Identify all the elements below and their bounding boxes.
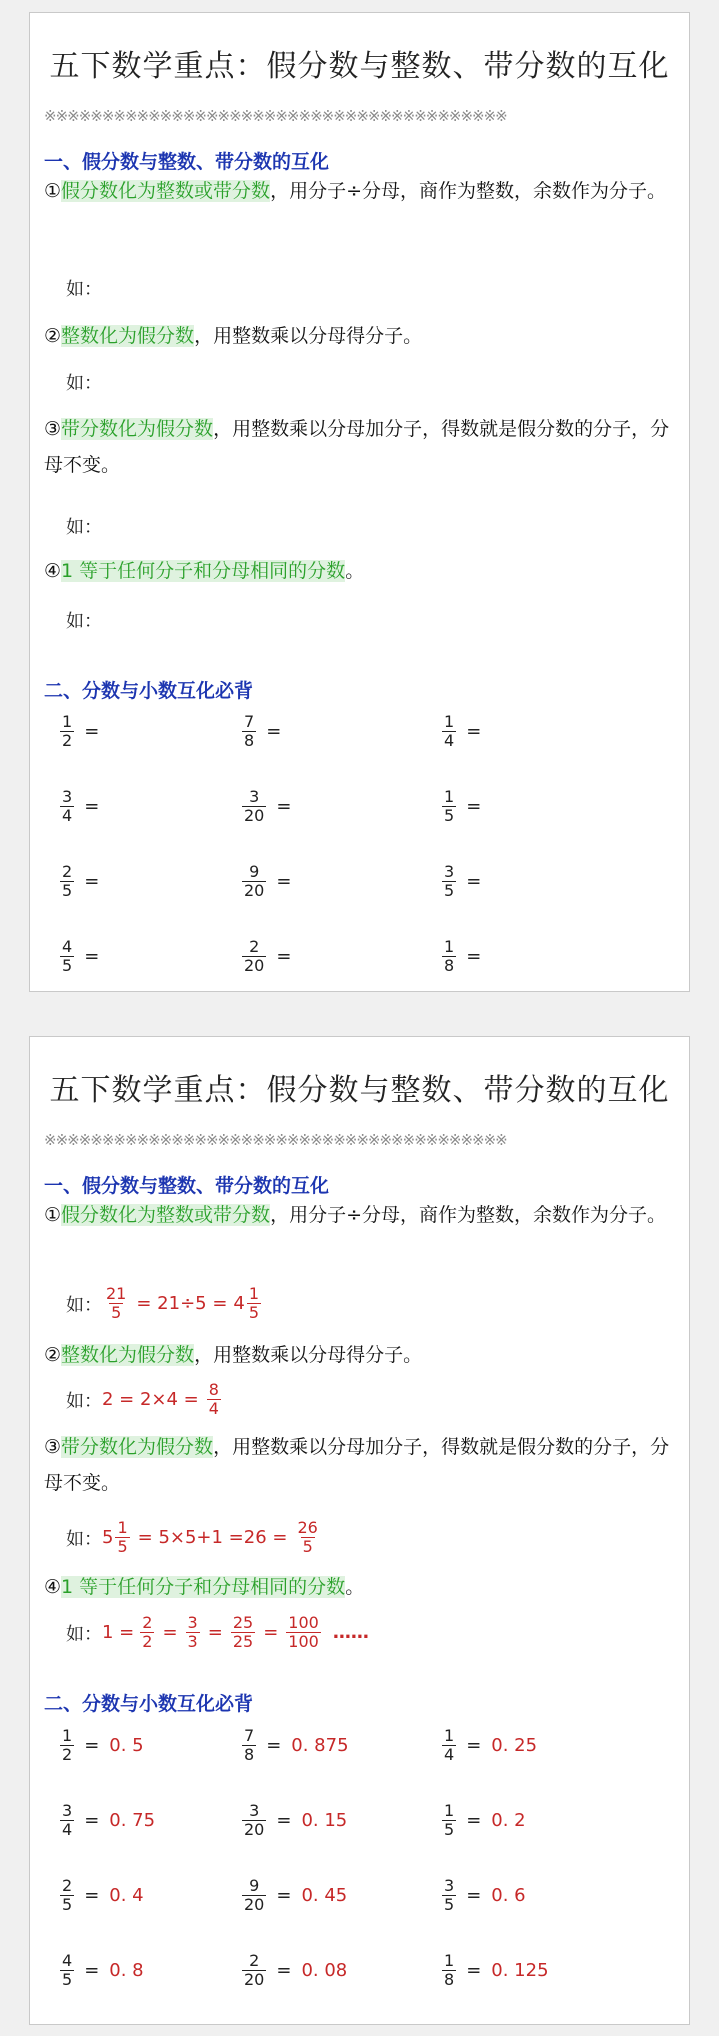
example-label: 如： <box>66 1528 102 1550</box>
example-4 <box>66 1614 369 1651</box>
fraction-cell <box>240 938 291 975</box>
rule-3-number: ③ <box>44 1436 62 1458</box>
fraction-table-blank <box>30 713 689 983</box>
rule-4-highlight: 1 等于任何分子和分母相同的分数 <box>61 560 346 582</box>
equals-sign: = <box>84 1960 100 1981</box>
fraction: $\frac{2}{20}$ <box>244 937 265 975</box>
fraction-table-answers <box>30 1727 689 2017</box>
equals-sign: = <box>84 1735 100 1756</box>
fraction: $\frac{100}{100}$ <box>288 1613 319 1651</box>
page-title: 五下数学重点：假分数与整数、带分数的互化 <box>49 1073 670 1108</box>
example-1 <box>66 1285 263 1322</box>
equals-sign: = <box>84 796 100 817</box>
decimal-value: 0. 45 <box>301 1885 348 1906</box>
equals-sign: = <box>466 1810 482 1831</box>
equals-sign: = <box>207 1622 223 1643</box>
fraction-cell <box>58 1802 155 1839</box>
fraction-cell <box>58 713 99 750</box>
equals-sign: = <box>466 721 482 742</box>
fraction: $\frac{4}{5}$ <box>62 1951 73 1989</box>
rule-3 <box>44 1429 675 1501</box>
rule-2 <box>44 318 675 354</box>
fraction: $\frac{2}{20}$ <box>244 1951 265 1989</box>
decimal-value: 0. 15 <box>301 1810 348 1831</box>
worksheet-card-answers <box>29 1036 690 2025</box>
fraction: $\frac{3}{20}$ <box>244 787 265 825</box>
rule-1-number: ① <box>44 1204 62 1226</box>
equals-sign: = <box>276 1885 292 1906</box>
fraction: $\frac{26}{5}$ <box>297 1518 318 1556</box>
fraction: $\frac{1}{2}$ <box>62 1726 73 1764</box>
rule-2-number: ② <box>44 1344 62 1366</box>
fraction-cell <box>440 938 481 975</box>
example-label: 如： <box>66 373 102 394</box>
fraction: $\frac{2}{5}$ <box>62 862 73 900</box>
decimal-value: 0. 4 <box>109 1885 144 1906</box>
equals-sign: = <box>466 796 482 817</box>
decimal-value: 0. 5 <box>109 1735 144 1756</box>
fraction: $\frac{3}{3}$ <box>187 1613 198 1651</box>
mixed-whole: 4 <box>233 1293 245 1314</box>
example-2-expression <box>102 1381 223 1418</box>
example-3-expression <box>102 1519 322 1556</box>
example-2-blank <box>66 369 102 395</box>
fraction: $\frac{21}{5}$ <box>106 1284 127 1322</box>
rule-3-text: ，用整数乘以分母加分子，得数就是假分数的分子，分母不变。 <box>44 1436 670 1494</box>
equals-sign: = <box>84 1810 100 1831</box>
page-title: 五下数学重点：假分数与整数、带分数的互化 <box>49 49 670 84</box>
fraction-cell <box>440 1952 549 1989</box>
rule-2-number: ② <box>44 325 62 347</box>
fraction: $\frac{8}{4}$ <box>208 1380 219 1418</box>
rule-4 <box>44 553 675 589</box>
fraction-cell <box>440 713 481 750</box>
equals-sign: = <box>84 946 100 967</box>
rule-1-text: ，用分子÷分母，商作为整数，余数作为分子。 <box>270 180 666 202</box>
fraction: $\frac{1}{5}$ <box>117 1518 128 1556</box>
fraction: $\frac{3}{4}$ <box>62 787 73 825</box>
fraction-cell <box>58 1952 144 1989</box>
equals-sign: = <box>266 1735 282 1756</box>
fraction-cell <box>240 1727 349 1764</box>
example-3-middle: = 5×5+1 =26 = <box>137 1527 288 1548</box>
rule-3-highlight: 带分数化为假分数 <box>61 1436 214 1458</box>
fraction-cell <box>240 788 291 825</box>
rule-1 <box>44 1197 675 1233</box>
rule-3-highlight: 带分数化为假分数 <box>61 418 214 440</box>
rule-3 <box>44 411 675 483</box>
rule-1-number: ① <box>44 180 62 202</box>
fraction: $\frac{1}{8}$ <box>444 1951 455 1989</box>
fraction-cell <box>240 1802 347 1839</box>
fraction: $\frac{3}{5}$ <box>444 1876 455 1914</box>
section2-heading: 二、分数与小数互化必背 <box>44 680 254 702</box>
decimal-value: 0. 875 <box>291 1735 349 1756</box>
rule-3-text: ，用整数乘以分母加分子，得数就是假分数的分子，分母不变。 <box>44 418 670 476</box>
decimal-value: 0. 125 <box>491 1960 549 1981</box>
fraction: $\frac{25}{25}$ <box>232 1613 254 1651</box>
fraction-cell <box>58 1727 144 1764</box>
worksheet-card-blank <box>29 12 690 992</box>
rule-1 <box>44 173 675 209</box>
fraction-cell <box>58 1877 144 1914</box>
decimal-value: 0. 08 <box>301 1960 348 1981</box>
fraction-cell <box>58 788 99 825</box>
fraction-cell <box>58 938 99 975</box>
example-3 <box>66 1519 322 1556</box>
rule-4-number: ④ <box>44 1576 62 1598</box>
example-label: 如： <box>66 611 102 632</box>
fraction-cell <box>440 788 481 825</box>
example-2-left: 2 = 2×4 = <box>102 1389 199 1410</box>
example-label: 如： <box>66 279 102 300</box>
decimal-value: 0. 6 <box>491 1885 526 1906</box>
fraction: $\frac{2}{2}$ <box>142 1613 153 1651</box>
equals-sign: = <box>276 946 292 967</box>
fraction: $\frac{4}{5}$ <box>62 937 73 975</box>
fraction-cell <box>240 863 291 900</box>
equals-sign: = <box>276 1810 292 1831</box>
equals-sign: = <box>466 1885 482 1906</box>
mixed-whole: 5 <box>102 1527 114 1548</box>
equals-sign: = <box>466 1735 482 1756</box>
example-label: 如： <box>66 1294 102 1316</box>
example-label: 如： <box>66 1390 102 1412</box>
fraction: $\frac{9}{20}$ <box>244 862 265 900</box>
equals-sign: = <box>263 1622 279 1643</box>
fraction: $\frac{3}{4}$ <box>62 1801 73 1839</box>
decimal-value: 0. 25 <box>491 1735 538 1756</box>
example-label: 如： <box>66 1623 102 1645</box>
rule-4-number: ④ <box>44 560 62 582</box>
rule-4-text: 。 <box>345 560 365 582</box>
fraction: $\frac{9}{20}$ <box>244 1876 265 1914</box>
equals-sign: = <box>266 721 282 742</box>
example-4-blank <box>66 607 102 633</box>
example-2 <box>66 1381 223 1418</box>
rule-2-highlight: 整数化为假分数 <box>61 1344 195 1366</box>
section1-heading: 一、假分数与整数、带分数的互化 <box>44 1175 330 1197</box>
fraction-cell <box>240 713 281 750</box>
equals-sign: = <box>162 1622 178 1643</box>
ellipsis: …… <box>332 1622 369 1643</box>
rule-1-highlight: 假分数化为整数或带分数 <box>61 1204 271 1226</box>
rule-1-text: ，用分子÷分母，商作为整数，余数作为分子。 <box>270 1204 666 1226</box>
equals-sign: = <box>276 796 292 817</box>
fraction-cell <box>440 863 481 900</box>
decimal-value: 0. 2 <box>491 1810 526 1831</box>
fraction-cell <box>240 1877 347 1914</box>
fraction: $\frac{1}{2}$ <box>62 712 73 750</box>
equals-sign: = <box>466 871 482 892</box>
divider: ※※※※※※※※※※※※※※※※※※※※※※※※※※※※※※※※※※※※※※※※ <box>44 1131 507 1149</box>
equals-sign: = <box>276 1960 292 1981</box>
equals-sign: = <box>466 946 482 967</box>
decimal-value: 0. 8 <box>109 1960 144 1981</box>
rule-4 <box>44 1569 675 1605</box>
example-label: 如： <box>66 517 102 538</box>
fraction: $\frac{3}{20}$ <box>244 1801 265 1839</box>
example-1-expression <box>102 1285 263 1322</box>
fraction: $\frac{1}{4}$ <box>444 1726 455 1764</box>
fraction: $\frac{1}{5}$ <box>248 1284 260 1322</box>
equals-sign: = <box>84 1885 100 1906</box>
example-3-blank <box>66 513 102 539</box>
fraction-cell <box>240 1952 347 1989</box>
fraction-cell <box>58 863 99 900</box>
section2-heading: 二、分数与小数互化必背 <box>44 1693 254 1715</box>
example-1-blank <box>66 275 102 301</box>
equals-sign: = <box>276 871 292 892</box>
fraction: $\frac{1}{5}$ <box>444 787 455 825</box>
fraction-cell <box>440 1877 526 1914</box>
divider: ※※※※※※※※※※※※※※※※※※※※※※※※※※※※※※※※※※※※※※※※ <box>44 107 507 125</box>
rule-4-highlight: 1 等于任何分子和分母相同的分数 <box>61 1576 346 1598</box>
fraction: $\frac{7}{8}$ <box>244 712 255 750</box>
equals-sign: = <box>84 871 100 892</box>
rule-2-highlight: 整数化为假分数 <box>61 325 195 347</box>
equals-sign: = <box>84 721 100 742</box>
decimal-value: 0. 75 <box>109 1810 156 1831</box>
equals-sign: = <box>466 1960 482 1981</box>
section1-heading: 一、假分数与整数、带分数的互化 <box>44 151 330 173</box>
rule-3-number: ③ <box>44 418 62 440</box>
rule-2 <box>44 1337 675 1373</box>
example-1-middle: = 21÷5 = <box>136 1293 228 1314</box>
fraction-cell <box>440 1802 526 1839</box>
example-4-expression <box>102 1614 369 1651</box>
example-4-left: 1 = <box>102 1622 135 1643</box>
rule-1-highlight: 假分数化为整数或带分数 <box>61 180 271 202</box>
fraction: $\frac{1}{5}$ <box>444 1801 455 1839</box>
fraction: $\frac{1}{4}$ <box>444 712 455 750</box>
fraction: $\frac{3}{5}$ <box>444 862 455 900</box>
rule-2-text: ，用整数乘以分母得分子。 <box>194 325 423 347</box>
rule-2-text: ，用整数乘以分母得分子。 <box>194 1344 423 1366</box>
fraction: $\frac{7}{8}$ <box>244 1726 255 1764</box>
fraction: $\frac{2}{5}$ <box>62 1876 73 1914</box>
fraction: $\frac{1}{8}$ <box>444 937 455 975</box>
fraction-cell <box>440 1727 537 1764</box>
rule-4-text: 。 <box>345 1576 365 1598</box>
